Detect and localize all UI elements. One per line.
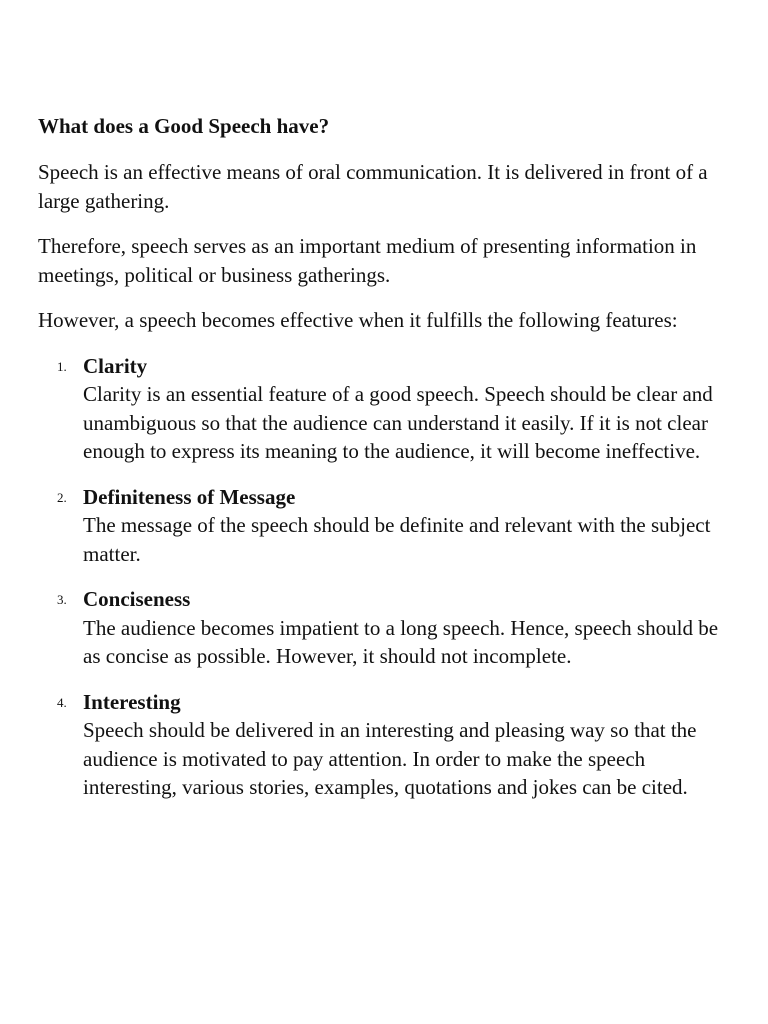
- feature-description: Clarity is an essential feature of a good speech. Speech should be clear and unambiguous so that the audience can understand it easily. If it is not clear enough to express its meaning to the audience, it will become ineffective.: [83, 382, 713, 463]
- feature-number: 3.: [57, 592, 67, 607]
- feature-description: The message of the speech should be definite and relevant with the subject matter.: [83, 513, 711, 566]
- feature-title: Interesting: [83, 689, 181, 714]
- document-heading: What does a Good Speech have?: [38, 114, 330, 138]
- feature-number: 1.: [57, 358, 67, 374]
- feature-title: Clarity: [83, 353, 148, 378]
- feature-number: 2.: [57, 489, 67, 505]
- features-list: [38, 352, 738, 802]
- feature-item-definiteness: [38, 483, 738, 569]
- feature-item-conciseness: [38, 585, 738, 671]
- medium-paragraph: Therefore, speech serves as an important medium of presenting information in meetings, political or business gatherings.: [38, 234, 697, 287]
- feature-item-interesting: [38, 688, 738, 802]
- feature-title: Definiteness of Message: [83, 484, 296, 509]
- feature-description: Speech should be delivered in an interesting and pleasing way so that the audience is motivated to pay attention. In order to make the speech interesting, various stories, examples, quotations and jokes can be cited.: [83, 718, 697, 799]
- intro-paragraph: Speech is an effective means of oral communication. It is delivered in front of a large gathering.: [38, 160, 708, 213]
- feature-description: The audience becomes impatient to a long speech. Hence, speech should be as concise as possible. However, it should not incomplete.: [83, 615, 719, 668]
- feature-title: Conciseness: [83, 587, 191, 611]
- features-intro-paragraph: However, a speech becomes effective when it fulfills the following features:: [38, 308, 678, 332]
- feature-number: 4.: [57, 694, 67, 710]
- feature-item-clarity: [38, 352, 738, 466]
